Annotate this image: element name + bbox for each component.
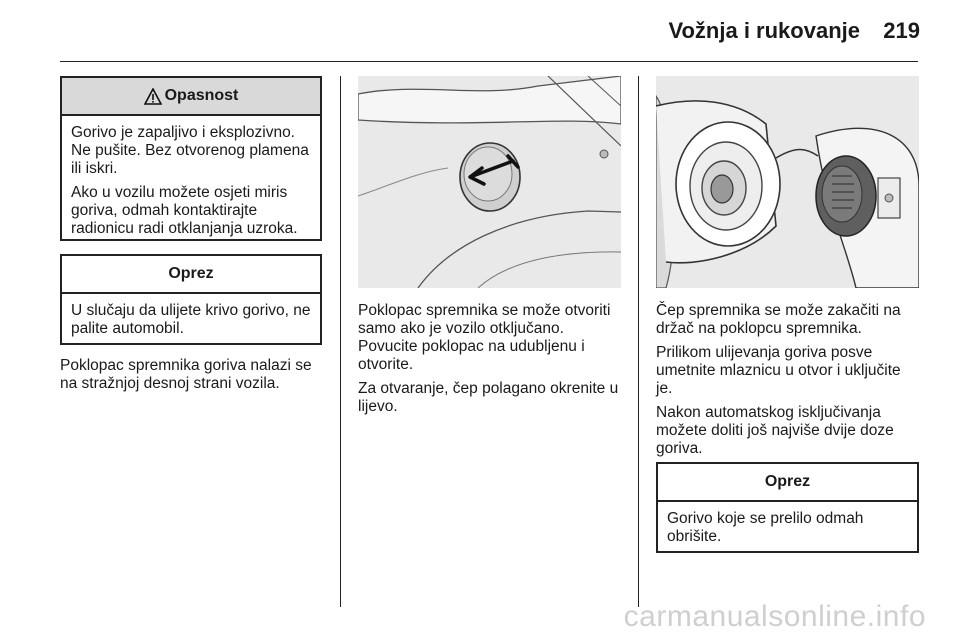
- fuel-cap-illustration: [656, 76, 919, 288]
- open-cap-paragraph: Za otvaranje, čep polagano okrenite u lijevo.: [358, 380, 619, 415]
- caution-box-heading: Oprez: [62, 256, 320, 294]
- fuel-flap-location-text: Poklopac spremnika goriva nalazi se na stražnjoj desnoj strani vozila.: [60, 357, 312, 392]
- danger-paragraph-1: Gorivo je zapaljivo i eksplozivno. Ne pušite. Bez otvorenog plamena ili iskri.: [71, 124, 309, 177]
- cap-holder-paragraph: Čep spremnika se može zakačiti na držač na poklopcu spremnika.: [656, 302, 901, 337]
- caution-box-spill-body: Gorivo koje se prelilo odmah obrišite.: [667, 510, 864, 545]
- caution-box-body: U slučaju da ulijete krivo gorivo, ne palite automobil.: [71, 302, 311, 337]
- col3-text: [656, 302, 920, 458]
- col2-text: [358, 302, 624, 416]
- nozzle-paragraph: Prilikom ulijevanja goriva posve umetnite mlaznicu u otvor i uključite je.: [656, 344, 901, 397]
- danger-box-body: [62, 116, 320, 246]
- danger-heading-text: Opasnost: [164, 87, 239, 104]
- warning-triangle-icon: [144, 88, 162, 105]
- header-rule: [60, 61, 918, 62]
- open-flap-paragraph: Poklopac spremnika se može otvoriti samo ako je vozilo otključano. Povucite poklopac na udubljenu i otvorite.: [358, 302, 611, 373]
- column-divider-2: [638, 76, 639, 607]
- page-number: 219: [883, 18, 920, 43]
- danger-paragraph-2: Ako u vozilu možete osjeti miris goriva, odmah kontaktirajte radionicu radi otklanjanja uzroka.: [71, 184, 298, 237]
- page-header-title: Vožnja i rukovanje: [668, 18, 860, 43]
- caution-box-fuel: [60, 254, 322, 345]
- top-up-paragraph: Nakon automatskog isključivanja možete doliti još najviše dvije doze goriva.: [656, 404, 894, 457]
- watermark-text: carmanualsonline.info: [623, 600, 926, 633]
- caution-box-spill-heading: Oprez: [658, 464, 917, 502]
- fuel-flap-illustration: [358, 76, 621, 288]
- danger-box-heading: [62, 78, 320, 116]
- danger-box: [60, 76, 322, 241]
- column-divider-1: [340, 76, 341, 607]
- caution-box-spill: [656, 462, 919, 553]
